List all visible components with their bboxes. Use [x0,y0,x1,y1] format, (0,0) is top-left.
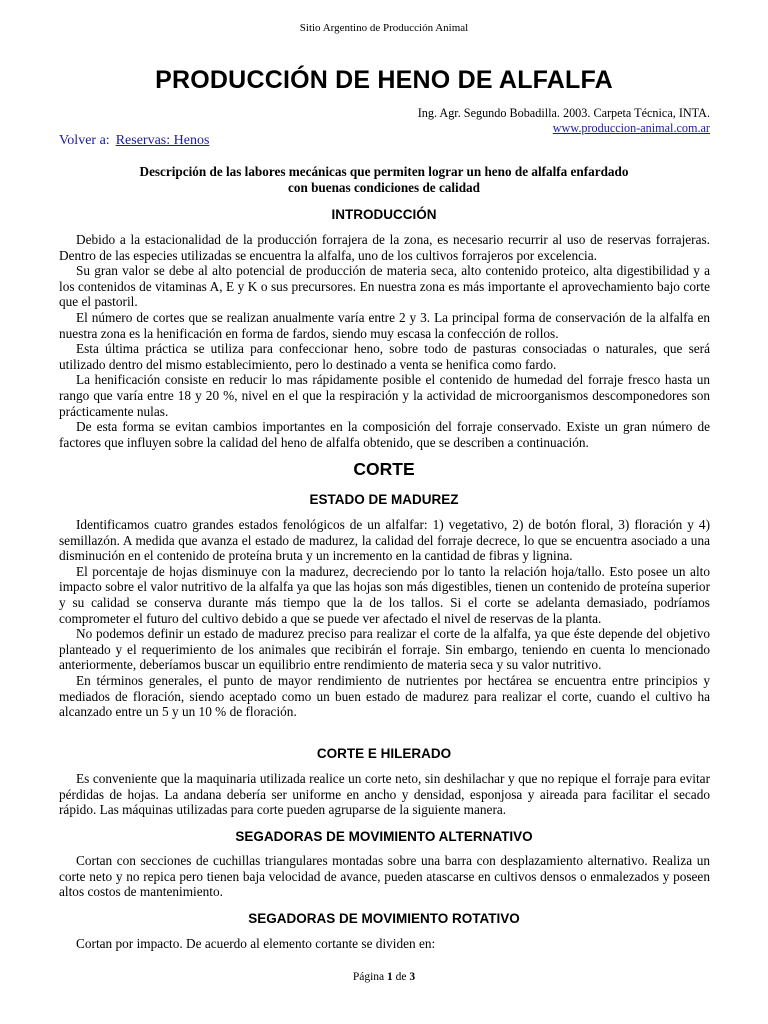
section-estado-madurez [59,517,710,720]
page-footer [0,971,768,983]
paragraph: Cortan por impacto. De acuerdo al elemento cortante se dividen en: [76,936,436,951]
paragraph: El porcentaje de hojas disminuye con la madurez, decreciendo por lo tanto la relación hoja/tallo. Esto posee un alto impacto sobre el valor nutritivo de la alfalfa ya que las hojas son más digestibles, tienen un contenido de proteína superior y su calidad se conserva durante más tiempo que la de los tallos. Si el corte se adelanta demasiado, podríamos comprometer el futuro del cultivo debido a que se puede ver afectado el nivel de reservas de la planta. [59,563,710,626]
heading-estado-madurez: ESTADO DE MADUREZ [309,492,459,507]
site-url-link[interactable]: www.produccion-animal.com.ar [552,121,710,135]
page-of: de [395,971,407,983]
paragraph: El número de cortes que se realizan anualmente varía entre 2 y 3. La principal forma de conservación de la alfalfa en nuestra zona es la henificación en forma de fardos, siendo muy escasa la confección de rollos. [59,309,710,341]
paragraph: Cortan con secciones de cuchillas triangulares montadas sobre una barra con desplazamiento alternativo. Realiza un corte neto y no repica pero tienen baja velocidad de avance, pueden atascarse en cultivos densos o enmalezados y poseen altos costos de mantenimiento. [59,853,710,900]
heading-segadoras-rotativo: SEGADORAS DE MOVIMIENTO ROTATIVO [248,911,520,926]
page-title: PRODUCCIÓN DE HENO DE ALFALFA [155,66,613,94]
heading-corte-hilerado: CORTE E HILERADO [316,746,452,761]
volver-nav [59,133,209,149]
heading-segadoras-alternativo: SEGADORAS DE MOVIMIENTO ALTERNATIVO [235,829,533,844]
paragraph: Esta última práctica se utiliza para confeccionar heno, sobre todo de pasturas consociadas o naturales, que será utilizado dentro del mismo establecimiento, pero lo destinado a venta se henifica como fardo. [59,341,710,372]
heading-corte: CORTE [353,459,415,479]
page-label: Página [352,971,385,983]
section-introduccion [59,232,710,450]
lead-line-2: con buenas condiciones de calidad [288,180,480,195]
paragraph: De esta forma se evitan cambios importantes en la composición del forraje conservado. Existe un gran número de factores que influyen sobre la calidad del heno de alfalfa obtenido, que se describen a continuación. [59,419,710,450]
section-segadoras-alternativo [59,853,710,900]
lead-description [0,164,768,196]
paragraph: Es conveniente que la maquinaria utilizada realice un corte neto, sin deshilachar y que no repique el forraje para evitar pérdidas de hojas. La andana debería ser uniforme en ancho y densidad, esponjosa y aireada para facilitar el secado rápido. Las máquinas utilizadas para corte pueden agruparse de la siguiente manera. [59,771,710,818]
author-line: Ing. Agr. Segundo Bobadilla. 2003. Carpeta Técnica, INTA. [417,106,710,120]
heading-introduccion: INTRODUCCIÓN [331,207,437,222]
reservas-henos-link[interactable]: Reservas: Henos [115,133,210,148]
paragraph: Identificamos cuatro grandes estados fenológicos de un alfalfar: 1) vegetativo, 2) de botón floral, 3) floración y 4) semillazón. A medida que avanza el estado de madurez, la calidad del forraje decrece, lo que se encuentra asociado a una disminución en el contenido de proteína bruta y un incremento en la cantidad de fibras y lignina. [59,517,710,564]
author-block [418,106,710,136]
paragraph: En términos generales, el punto de mayor rendimiento de nutrientes por hectárea se encuentra entre principios y mediados de floración, siendo aceptado como un buen estado de madurez para realizar el corte, cuando el cultivo ha alcanzado entre un 5 y un 10 % de floración. [59,672,710,720]
section-corte-hilerado [59,771,710,818]
paragraph: Debido a la estacionalidad de la producción forrajera de la zona, es necesario recurrir al uso de reservas forrajeras. Dentro de las especies utilizadas se encuentra la alfalfa, uno de los cultivos forrajeros por excelencia. [59,232,710,263]
lead-line-1: Descripción de las labores mecánicas que permiten lograr un heno de alfalfa enfardado [139,164,629,179]
paragraph: La henificación consiste en reducir lo mas rápidamente posible el contenido de humedad del forraje fresco hasta un rango que varía entre 18 y 20 %, nivel en el que la respiración y la actividad de microorganismos descomponedores son prácticamente nulas. [59,372,710,419]
site-header: Sitio Argentino de Producción Animal [299,22,469,34]
volver-label: Volver a: [59,133,110,148]
page-current: 1 [387,971,393,983]
paragraph: No podemos definir un estado de madurez preciso para realizar el corte de la alfalfa, ya que éste depende del objetivo planteado y el requerimiento de los animales que recibirán el forraje. Sin embargo, teniendo en cuenta lo mencionado anteriormente, deberíamos buscar un equilibrio entre rendimiento de materia seca y su valor nutritivo. [59,626,710,673]
page-total: 3 [409,971,416,983]
section-segadoras-rotativo [59,936,710,952]
paragraph: Su gran valor se debe al alto potencial de producción de materia seca, alto contenido proteico, alta digestibilidad y a los contenidos de vitaminas A, E y K o sus precursores. En nuestra zona es más importante el aprovechamiento bajo corte que el pastoril. [59,263,710,310]
